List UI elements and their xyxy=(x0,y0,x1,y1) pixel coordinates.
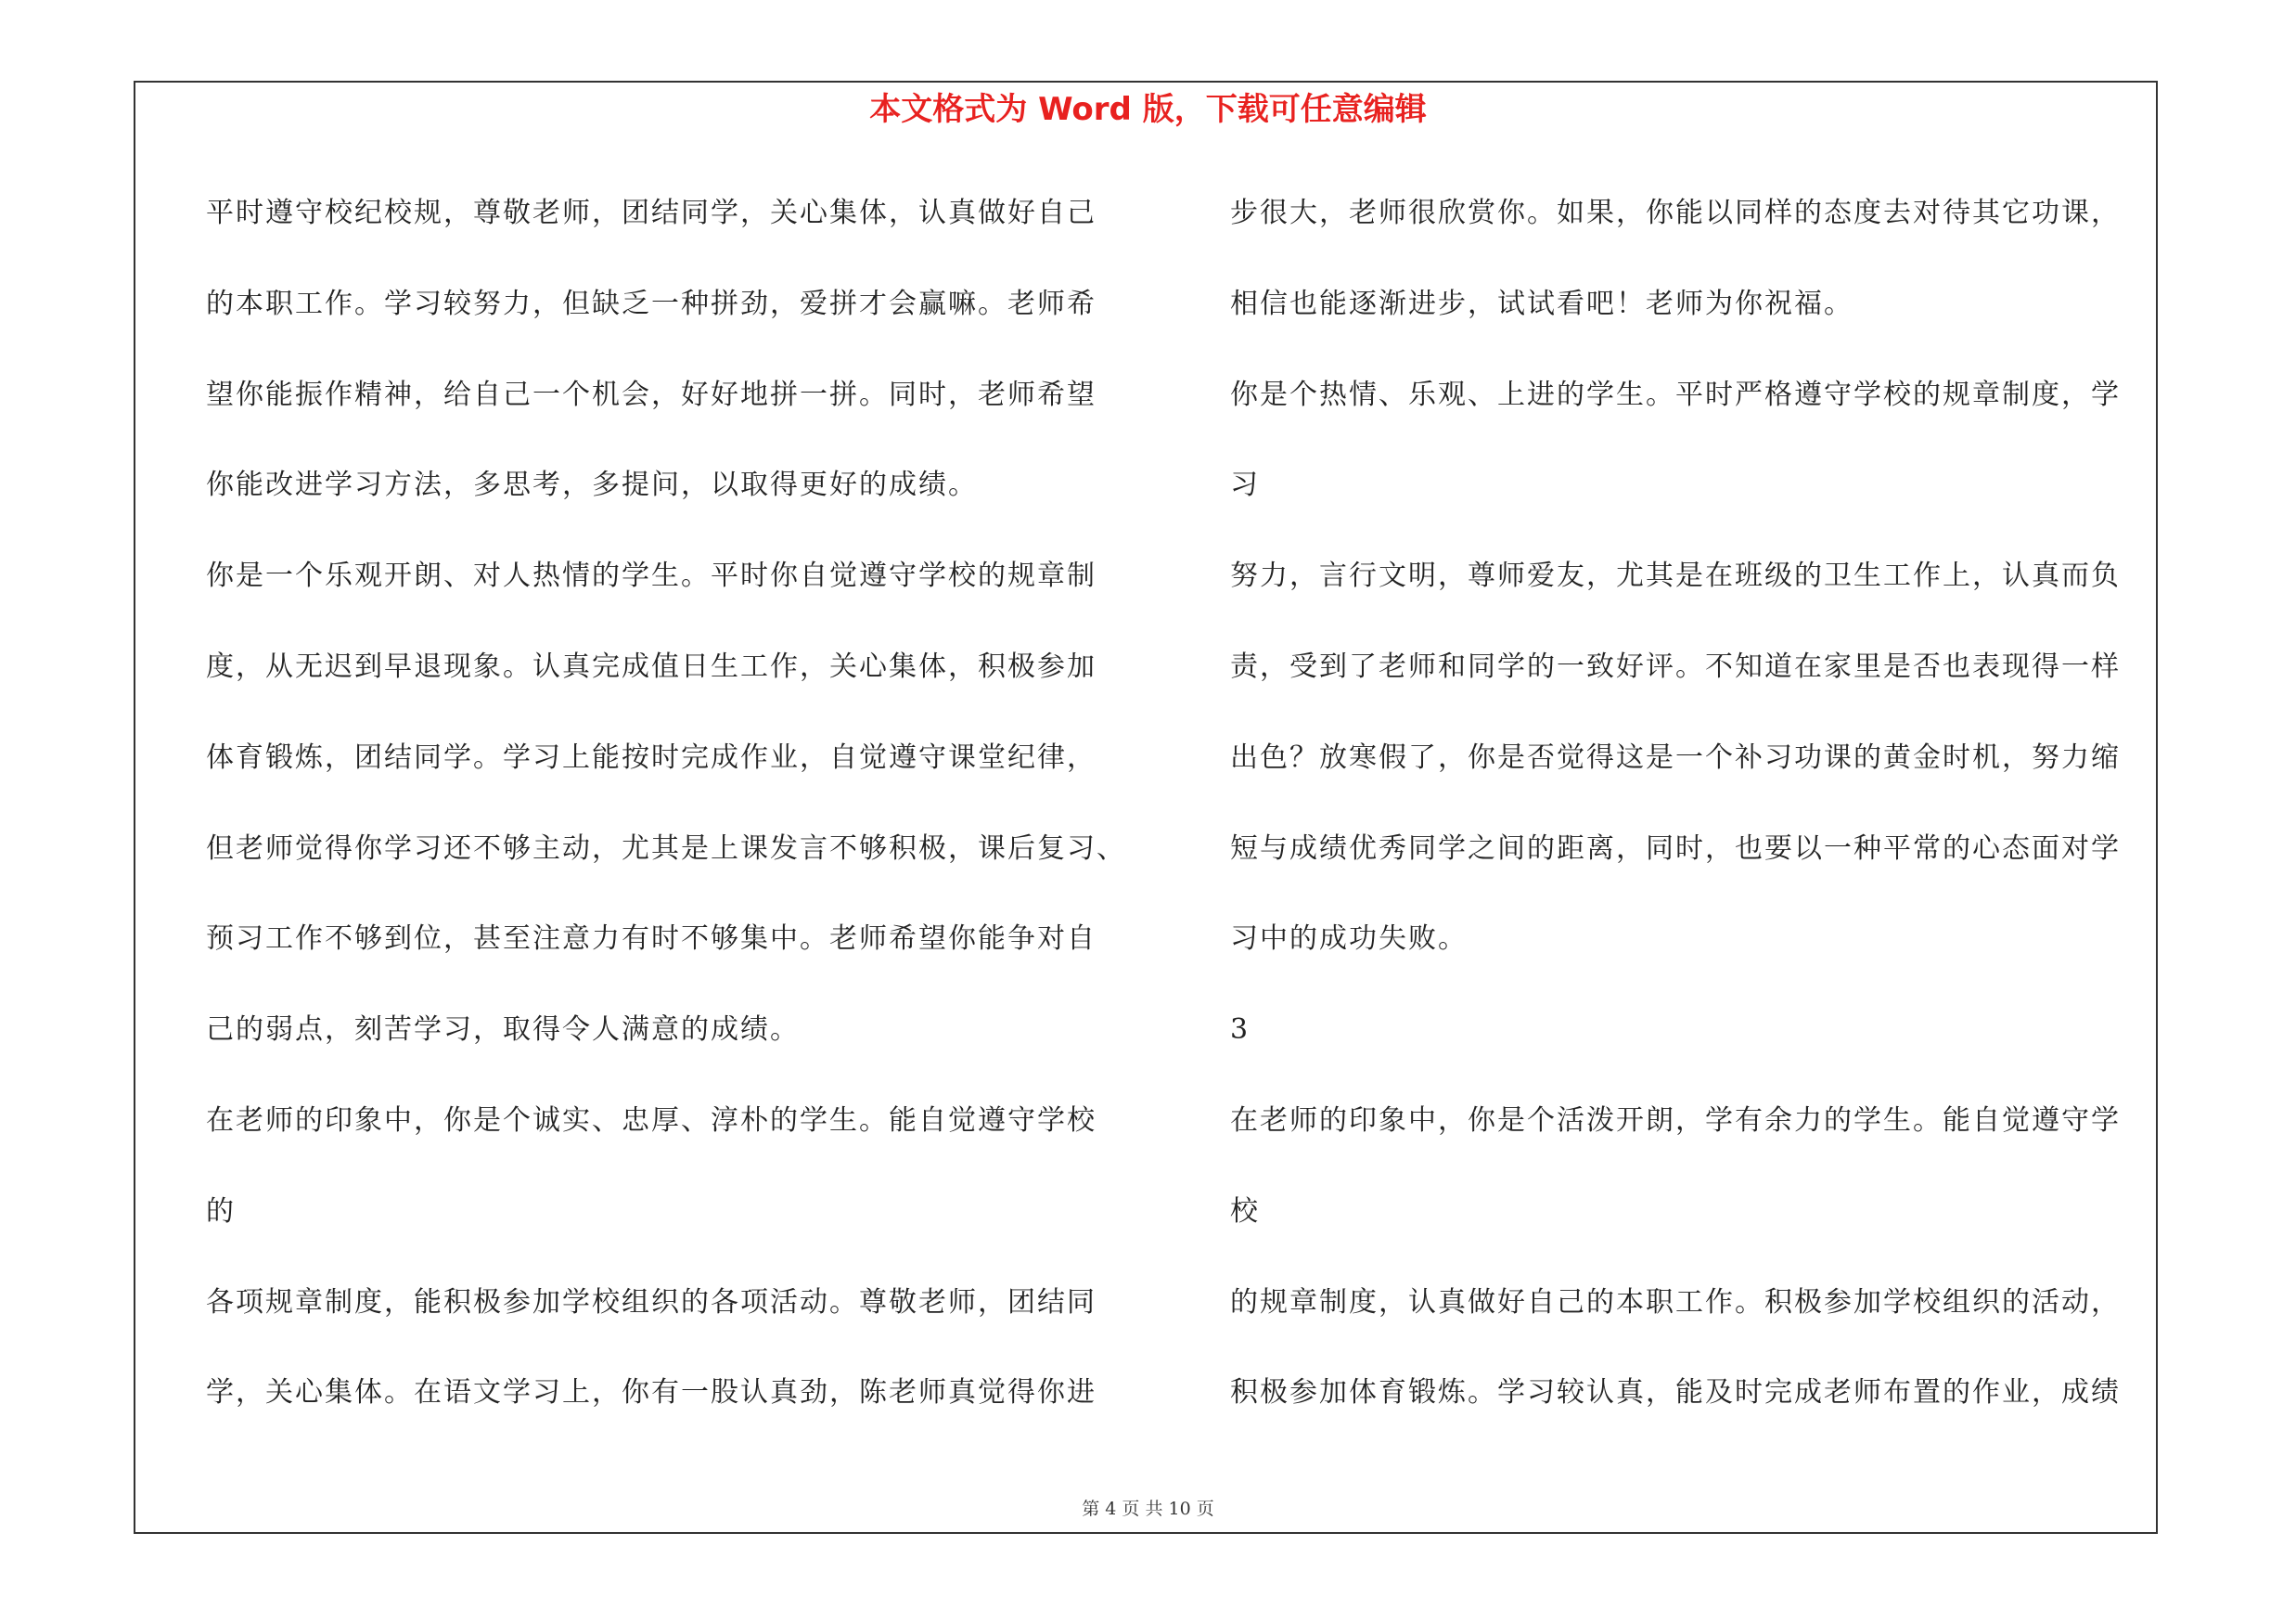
text-line: 学，关心集体。在语文学习上，你有一股认真劲，陈老师真觉得你进 xyxy=(206,1376,1097,1410)
text-line: 度，从无迟到早退现象。认真完成值日生工作，关心集体，积极参加 xyxy=(206,650,1097,683)
text-line: 的本职工作。学习较努力，但缺乏一种拼劲，爱拼才会赢嘛。老师希 xyxy=(206,287,1097,320)
text-line: 在老师的印象中，你是个诚实、忠厚、淳朴的学生。能自觉遵守学校 xyxy=(206,1103,1097,1137)
text-line: 各项规章制度，能积极参加学校组织的各项活动。尊敬老师，团结同 xyxy=(206,1285,1097,1319)
text-line: 相信也能逐渐进步，试试看吧！老师为你祝福。 xyxy=(1230,287,1853,320)
text-line: 体育锻炼，团结同学。学习上能按时完成作业，自觉遵守课堂纪律， xyxy=(206,741,1097,774)
right-text-column xyxy=(1230,186,2172,1456)
text-line: 校 xyxy=(1230,1194,1260,1228)
text-line: 积极参加体育锻炼。学习较认真，能及时完成老师布置的作业，成绩 xyxy=(1230,1376,2121,1410)
document-header-banner: 本文格式为 Word 版，下载可任意编辑 xyxy=(869,91,1427,128)
text-line: 平时遵守校纪校规，尊敬老师，团结同学，关心集体，认真做好自己 xyxy=(206,197,1097,229)
section-number: 3 xyxy=(1230,1013,1251,1047)
text-line: 你能改进学习方法，多思考，多提问，以取得更好的成绩。 xyxy=(206,469,978,502)
text-line: 预习工作不够到位，甚至注意力有时不够集中。老师希望你能争对自 xyxy=(206,922,1097,956)
text-line: 在老师的印象中，你是个活泼开朗，学有余力的学生。能自觉遵守学 xyxy=(1230,1103,2121,1137)
text-line: 的 xyxy=(206,1194,236,1228)
text-line: 出色？放寒假了，你是否觉得这是一个补习功课的黄金时机，努力缩 xyxy=(1230,741,2121,774)
text-line: 短与成绩优秀同学之间的距离，同时，也要以一种平常的心态面对学 xyxy=(1230,831,2121,865)
text-line: 习 xyxy=(1230,469,1260,502)
left-text-column xyxy=(206,186,1143,1456)
page-number-footer: 第 4 页 共 10 页 xyxy=(1082,1499,1214,1519)
text-line: 责，受到了老师和同学的一致好评。不知道在家里是否也表现得一样 xyxy=(1230,650,2121,683)
text-line: 己的弱点，刻苦学习，取得令人满意的成绩。 xyxy=(206,1013,800,1047)
text-line: 你是个热情、乐观、上进的学生。平时严格遵守学校的规章制度，学 xyxy=(1230,378,2121,411)
text-line: 努力，言行文明，尊师爱友，尤其是在班级的卫生工作上，认真而负 xyxy=(1230,560,2121,593)
text-line: 但老师觉得你学习还不够主动，尤其是上课发言不够积极，课后复习、 xyxy=(206,831,1126,865)
text-line: 习中的成功失败。 xyxy=(1230,922,1468,956)
text-line: 步很大，老师很欣赏你。如果，你能以同样的态度去对待其它功课， xyxy=(1230,197,2121,229)
text-line: 你是一个乐观开朗、对人热情的学生。平时你自觉遵守学校的规章制 xyxy=(206,560,1097,593)
text-line: 望你能振作精神，给自己一个机会，好好地拼一拼。同时，老师希望 xyxy=(206,378,1097,411)
text-line: 的规章制度，认真做好自己的本职工作。积极参加学校组织的活动， xyxy=(1230,1285,2121,1319)
